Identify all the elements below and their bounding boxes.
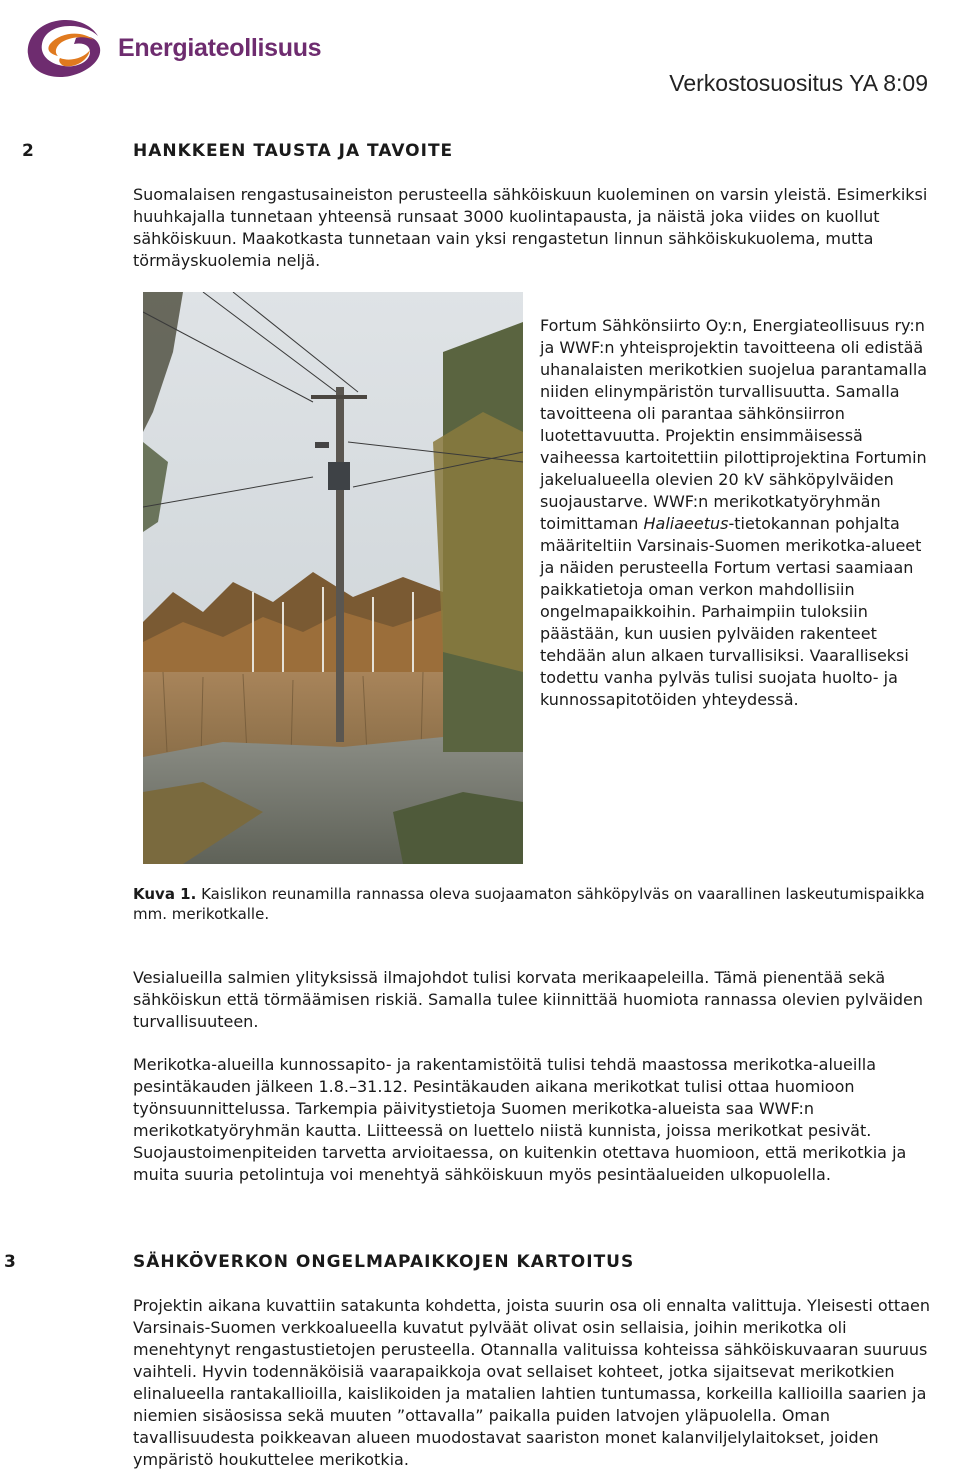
database-name: Haliaeetus (643, 514, 729, 533)
section-number: 2 (22, 141, 34, 161)
power-pole-photo (143, 292, 523, 864)
side-text-2: -tietokannan pohjalta määriteltiin Varsinais-Suomen merikotka-alueet ja näiden perusteella Fortum vertasi saamiaan paikkatietoja oman verkon mahdollisiin ongelmapaikkoihin. Parhaimpiin tuloksiin päästään, kun uusien pylväiden rakenteet tehdään alun alkaen turvallisiksi. Vaaralliseksi todettu vanha pylväs tulisi suojata huolto- ja kunnossapitotöiden yhteydessä. (540, 514, 922, 709)
caption-label: Kuva 1. (133, 885, 197, 903)
logo-emblem-icon (20, 14, 112, 84)
side-text-1: Fortum Sähkönsiirto Oy:n, Energiateollisuus ry:n ja WWF:n yhteisprojektin tavoitteena oli edistää uhanalaisten merikotkien suojelua parantamalla niiden elinympäristön turvallisuutta. Samalla tavoitteena oli parantaa sähkönsiirron luotettavuutta. Projektin ensimmäisessä vaiheessa kartoitettiin pilottiprojektina Fortumin jakelualueella olevien 20 kV sähköpylväiden suojaustarve. WWF:n merikotkatyöryhmän toimittaman (540, 316, 928, 533)
side-paragraph (540, 315, 940, 711)
paragraph: Suomalaisen rengastusaineiston perusteella sähköiskuun kuoleminen on varsin yleistä. Esimerkiksi huuhkajalla tunnetaan yhteensä runsaat 3000 kuolintapausta, ja näistä joka viides on kuollut sähköiskuun. Maakotkasta tunnetaan vain yksi rengastetun linnun sähköiskukuolema, mutta törmäyskuolemia neljä. (133, 185, 928, 270)
paragraph: Projektin aikana kuvattiin satakunta kohdetta, joista suurin osa oli ennalta valittuja. Yleisesti ottaen Varsinais-Suomen verkkoalueella kuvatut pylväät olivat osin sellaisia, joihin merikotka oli menehtynyt rengastustietojen perusteella. Otannalla valituissa kohteissa sähköiskuvaaran suuruus vaihteli. Hyvin todennäköisiä vaarapaikkoja ovat sellaiset kohteet, jotka sijaitsevat merikotkien elinalueella rantakallioilla, kaislikoiden ja matalien lahtien tuntumassa, korkeilla kallioilla saarien ja niemien sisäosissa sekä muuten ”ottavalla” paikalla puiden latvojen yläpuolella. Oman tavallisuudesta poikkeavan alueen muodostavat saariston monet kalanviljelylaitokset, joiden ympäristö houkuttelee merikotkia. (133, 1296, 930, 1469)
paragraph: Merikotka-alueilla kunnossapito- ja rakentamistöitä tulisi tehdä maastossa merikotka-alueilla pesintäkauden jälkeen 1.8.–31.12. Pesintäkauden aikana merikotkat tulisi ottaa huomioon työnsuunnittelussa. Tarkempia päivitystietoja Suomen merikotka-alueista saa WWF:n merikotkatyöryhmän kautta. Liitteessä on luettelo niistä kunnista, joissa merikotkat pesivät. Suojaustoimenpiteiden tarvetta arvioitaessa, on kuitenkin otettava huomioon, että merikotkia ja muita suuria petolintuja voi menehtyä sähköiskuun myös pesintäalueiden ulkopuolella. (133, 1055, 907, 1184)
caption-text: Kaislikon reunamilla rannassa oleva suojaamaton sähköpylväs on vaarallinen laskeutumispaikka mm. merikotkalle. (133, 885, 925, 923)
paragraph: Vesialueilla salmien ylityksissä ilmajohdot tulisi korvata merikaapeleilla. Tämä pienentää sekä sähköiskun että törmäämisen riskiä. Samalla tulee kiinnittää huomiota rannassa olevien pylväiden turvallisuuteen. (133, 968, 923, 1031)
section-number: 3 (4, 1252, 16, 1272)
section-heading: SÄHKÖVERKON ONGELMAPAIKKOJEN KARTOITUS (133, 1252, 635, 1272)
figure-caption (133, 884, 941, 924)
document-id: Verkostosuositus YA 8:09 (669, 70, 928, 96)
logo-wordmark: Energiateollisuus (118, 34, 322, 62)
section-heading: HANKKEEN TAUSTA JA TAVOITE (133, 141, 454, 161)
